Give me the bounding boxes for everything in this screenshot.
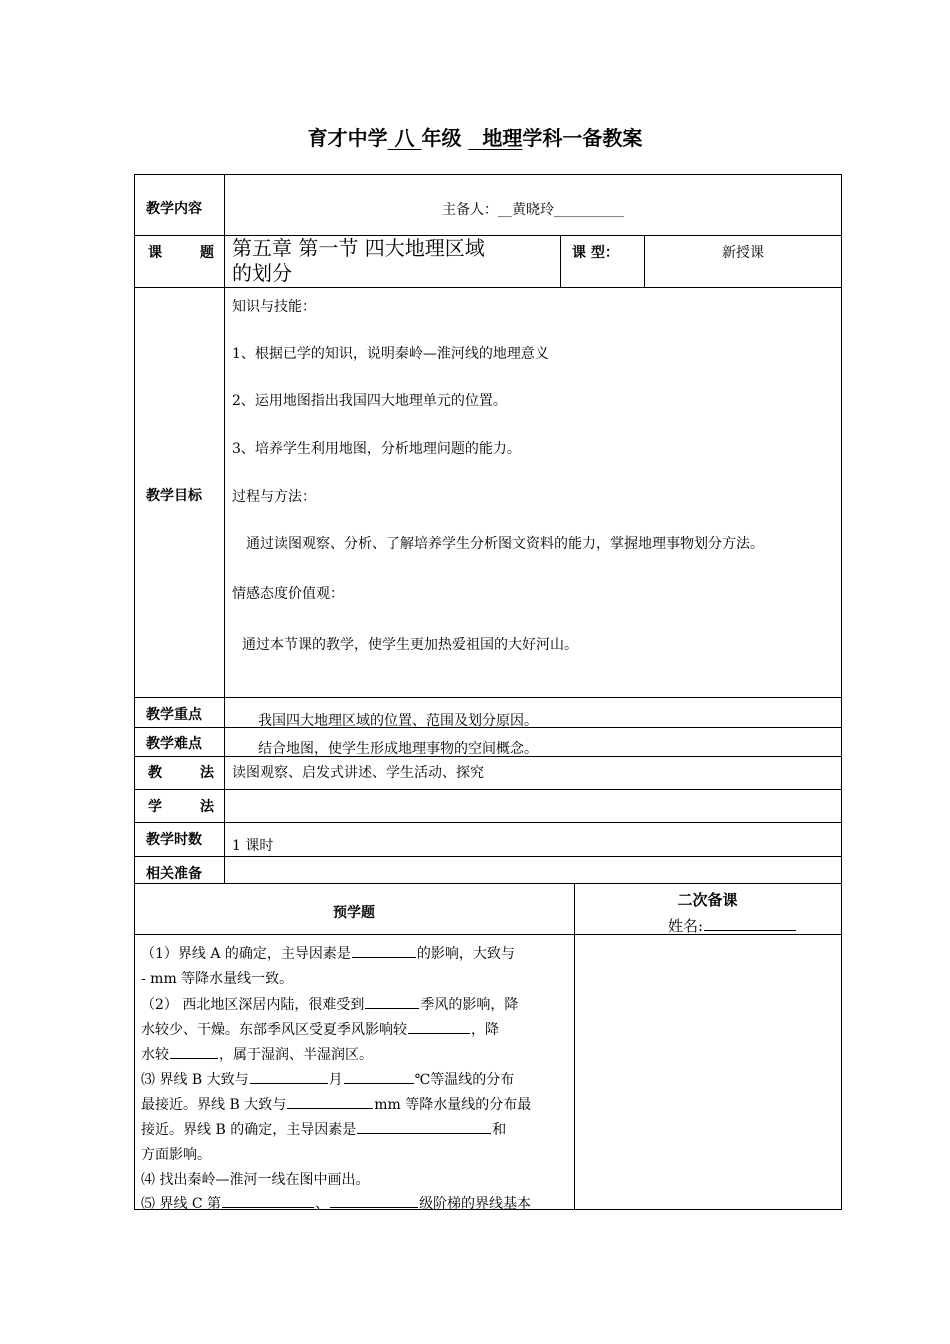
second-prep-name: 姓名: bbox=[668, 915, 797, 936]
question-line: （1）界线 A 的确定，主导因素是 的影响，大致与 bbox=[141, 943, 571, 963]
goal-line: 过程与方法： bbox=[232, 489, 316, 505]
answer-blank[interactable] bbox=[287, 1094, 373, 1109]
goal-line: 1、根据已学的知识，说明秦岭—淮河线的地理意义 bbox=[232, 346, 549, 362]
class-hours-value: 1 课时 bbox=[232, 838, 274, 854]
question-line: ⑸ 界线 C 第 、 级阶梯的界线基本 bbox=[141, 1193, 571, 1213]
table-col-divider bbox=[574, 883, 575, 1210]
teaching-method-label: 教 法 bbox=[148, 765, 214, 781]
goal-line: 通过本节课的教学，使学生更加热爱祖国的大好河山。 bbox=[242, 637, 578, 653]
table-rule bbox=[134, 883, 842, 884]
answer-blank[interactable] bbox=[222, 1193, 314, 1208]
goal-line: 3、培养学生利用地图，分析地理问题的能力。 bbox=[232, 441, 521, 457]
class-hours-label: 教学时数 bbox=[146, 832, 202, 848]
goal-line: 知识与技能： bbox=[232, 299, 316, 315]
preview-header: 预学题 bbox=[333, 905, 375, 921]
content-label: 教学内容 bbox=[146, 201, 202, 217]
key-point-value: 我国四大地理区域的位置、范围及划分原因。 bbox=[258, 713, 538, 729]
answer-blank[interactable] bbox=[344, 1069, 414, 1084]
topic-title-line: 的划分 bbox=[232, 261, 292, 285]
table-border-right bbox=[841, 174, 842, 1210]
table-col-divider bbox=[560, 235, 561, 287]
key-point-label: 教学重点 bbox=[146, 707, 202, 723]
title-school: 育才中学 bbox=[307, 126, 388, 150]
question-line: （2） 西北地区深居内陆，很难受到 季风的影响，降 bbox=[141, 994, 571, 1014]
question-line: 水较 ，属于湿润、半湿润区。 bbox=[141, 1044, 571, 1064]
preparer-field: 主备人：__黄晓玲__________ bbox=[442, 202, 624, 218]
table-rule bbox=[134, 697, 842, 698]
answer-blank[interactable] bbox=[352, 943, 416, 958]
goals-label: 教学目标 bbox=[146, 488, 202, 504]
goal-line: 2、运用地图指出我国四大地理单元的位置。 bbox=[232, 393, 507, 409]
title-subject: 地理 bbox=[482, 126, 523, 150]
question-line: ⑶ 界线 B 大致与 月 ℃等温线的分布 bbox=[141, 1069, 571, 1089]
document-title bbox=[0, 122, 950, 151]
table-rule bbox=[134, 287, 842, 288]
lesson-type-value: 新授课 bbox=[722, 245, 764, 261]
question-line: 最接近。界线 B 大致与 mm 等降水量线的分布最 bbox=[141, 1094, 571, 1114]
question-line: - mm 等降水量线一致。 bbox=[141, 971, 294, 987]
answer-blank[interactable] bbox=[250, 1069, 328, 1084]
name-blank[interactable] bbox=[704, 916, 796, 931]
teaching-method-value: 读图观察、启发式讲述、学生活动、探究 bbox=[232, 765, 484, 781]
topic-label: 课 题 bbox=[148, 245, 214, 261]
title-suffix: 学科一备教案 bbox=[522, 126, 643, 150]
question-line: ⑷ 找出秦岭—淮河一线在图中画出。 bbox=[141, 1172, 370, 1188]
learning-method-label: 学 法 bbox=[148, 799, 214, 815]
preparation-label: 相关准备 bbox=[146, 866, 202, 882]
difficult-point-label: 教学难点 bbox=[146, 736, 202, 752]
difficult-point-value: 结合地图，使学生形成地理事物的空间概念。 bbox=[258, 741, 538, 757]
lesson-type-label: 课 型： bbox=[572, 245, 619, 261]
answer-blank[interactable] bbox=[357, 1119, 491, 1134]
answer-blank[interactable] bbox=[170, 1044, 218, 1059]
table-border-top bbox=[134, 174, 842, 175]
answer-blank[interactable] bbox=[408, 1019, 470, 1034]
topic-title bbox=[232, 236, 485, 286]
table-border-left bbox=[134, 174, 135, 1210]
table-rule bbox=[134, 856, 842, 857]
question-line: 接近。界线 B 的确定，主导因素是 和 bbox=[141, 1119, 571, 1139]
title-grade-suffix: 年级 bbox=[421, 126, 462, 150]
question-line: 水较少、干燥。东部季风区受夏季风影响较 ，降 bbox=[141, 1019, 571, 1039]
second-prep-header: 二次备课 bbox=[677, 891, 738, 909]
table-rule bbox=[134, 789, 842, 790]
topic-title-line: 第五章 第一节 四大地理区域 bbox=[232, 236, 485, 260]
question-line: 方面影响。 bbox=[141, 1147, 211, 1163]
table-rule bbox=[134, 822, 842, 823]
goal-line: 情感态度价值观： bbox=[232, 586, 344, 602]
answer-blank[interactable] bbox=[365, 994, 419, 1009]
goal-line: 通过读图观察、分析、了解培养学生分析图文资料的能力，掌握地理事物划分方法。 bbox=[246, 536, 764, 552]
table-col-divider bbox=[224, 174, 225, 883]
answer-blank[interactable] bbox=[330, 1193, 418, 1208]
title-grade: 八 bbox=[394, 126, 415, 150]
